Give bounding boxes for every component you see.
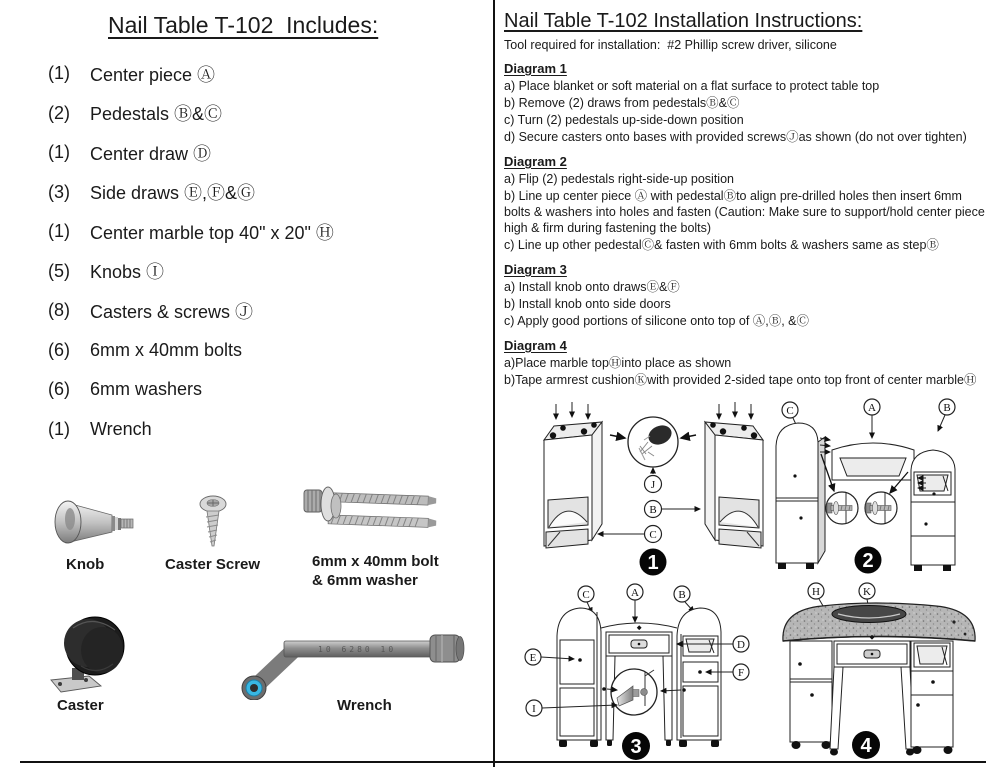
caster-screw-photo [192,492,234,556]
bolt-washer-label-line2: & 6mm washer [312,572,418,589]
item-label: Center marble top 40" x 20" Ⓗ [90,222,334,243]
includes-column [0,0,493,767]
diagram-3-badge [622,732,650,760]
caster-photo [45,606,140,698]
bolt-washer-photo [300,484,460,550]
list-item [48,212,478,252]
wrench-stamp-text: 10 6280 10 [318,645,397,654]
diagram-1-figure [536,402,771,580]
label-C [578,586,594,602]
diagram-3-heading: Diagram 3 [504,262,567,277]
includes-title: Nail Table T-102 Includes: [108,12,379,38]
item-qty: (1) [48,142,70,163]
svg-text:E: E [529,652,537,664]
list-item [48,133,478,173]
svg-text:D: D [737,639,745,651]
diagram-4-heading: Diagram 4 [504,338,567,353]
svg-text:H: H [812,586,820,598]
column-divider [493,0,495,767]
tools-required-line: Tool required for installation: #2 Phillip screw driver, silicone [504,38,837,52]
knob-label: Knob [66,556,105,573]
item-label: Center draw Ⓓ [90,143,212,164]
step: b)Tape armrest cushionⓀwith provided 2-sided tape onto top front of center marbleⒽ [504,373,977,387]
svg-text:4: 4 [860,735,872,757]
label-C [782,402,798,418]
diagram-1-heading: Diagram 1 [504,61,567,76]
svg-text:C: C [649,529,657,541]
includes-list [48,54,478,449]
label-I [526,700,542,716]
step: d) Secure casters onto bases with provided screwsⒿas shown (do not over tighten) [504,130,967,144]
label-B [674,586,690,602]
item-label: Center piece Ⓐ [90,64,216,85]
label-J [645,476,662,493]
bolt-washer-label-line1: 6mm x 40mm bolt [312,553,439,570]
item-qty: (2) [48,102,70,123]
label-A [864,399,880,415]
wrench-photo [222,620,472,700]
diagram-1-badge [640,549,667,576]
item-qty: (6) [48,379,70,400]
step: c) Apply good portions of silicone onto top of Ⓐ,Ⓑ, &Ⓒ [504,314,810,328]
svg-text:3: 3 [630,736,642,758]
list-item [48,291,478,331]
label-A [627,584,643,600]
step: b) Install knob onto side doors [504,297,671,311]
diagram-4-figure [768,577,990,767]
svg-text:I: I [532,703,536,715]
caster-label: Caster [57,697,104,714]
item-label: Wrench [90,418,152,439]
step: a) Install knob onto drawsⒺ&Ⓕ [504,280,680,294]
svg-text:J: J [650,479,656,491]
diagram-4-badge [852,731,880,759]
section-diagram-3 [496,262,992,329]
label-F [733,664,749,680]
instructions-title: Nail Table T-102 Installation Instructions: [504,10,863,32]
knob-photo [48,486,148,556]
instructions-column [496,0,992,767]
svg-text:K: K [863,586,871,598]
item-label: Knobs Ⓘ [90,262,165,283]
label-C [645,526,662,543]
item-label: 6mm washers [90,379,203,400]
label-B [939,399,955,415]
item-qty: (8) [48,300,70,321]
svg-text:2: 2 [862,550,874,572]
diagram-2-heading: Diagram 2 [504,154,567,169]
armrest-cushion [832,606,906,623]
step: b) Line up center piece Ⓐ with pedestalⒷto align pre-drilled holes then insert 6mm bolts & washers into holes and fasten (Caution: Make sure to support/hold center piece high & firm during fastening the bolts) [504,189,985,235]
svg-text:A: A [631,587,639,599]
diagram-3-figure [514,580,764,767]
step: c) Line up other pedestalⒸ& fasten with 6mm bolts & washers same as stepⒷ [504,238,939,252]
label-B [645,501,662,518]
item-qty: (1) [48,63,70,84]
item-label: 6mm x 40mm bolts [90,339,243,360]
item-qty: (5) [48,260,70,281]
svg-text:C: C [582,589,590,601]
item-qty: (1) [48,418,70,439]
list-item [48,331,478,371]
list-item [48,410,478,450]
section-diagram-1 [496,61,992,145]
label-K [859,583,875,599]
svg-text:B: B [649,504,657,516]
item-qty: (6) [48,339,70,360]
svg-text:A: A [868,402,876,414]
list-item [48,94,478,134]
diagram-2-figure [768,398,990,585]
diagram-2-badge [855,547,882,574]
bolt-magnifier [865,492,897,524]
bolt-magnifier [826,492,858,524]
list-item [48,54,478,94]
item-label: Casters & screws Ⓙ [90,301,254,322]
section-diagram-2 [496,154,992,253]
label-E [525,649,541,665]
list-item [48,252,478,292]
section-diagram-4 [496,338,992,388]
item-qty: (3) [48,181,70,202]
step: c) Turn (2) pedestals up-side-down position [504,113,744,127]
label-D [733,636,749,652]
list-item [48,370,478,410]
step: a) Flip (2) pedestals right-side-up position [504,172,734,186]
svg-text:C: C [786,405,794,417]
step: b) Remove (2) draws from pedestalsⒷ&Ⓒ [504,96,740,110]
item-label: Side draws Ⓔ,Ⓕ&Ⓖ [90,183,256,204]
svg-text:F: F [737,667,745,679]
wrench-label: Wrench [337,697,392,714]
step: a) Place blanket or soft material on a flat surface to protect table top [504,79,880,93]
svg-text:1: 1 [647,552,659,574]
item-label: Pedestals Ⓑ&Ⓒ [90,104,223,125]
step: a)Place marble topⒽinto place as shown [504,356,732,370]
svg-text:B: B [943,402,951,414]
item-qty: (1) [48,221,70,242]
caster-screw-label: Caster Screw [165,556,261,573]
list-item [48,173,478,213]
label-H [808,583,824,599]
svg-text:B: B [678,589,686,601]
